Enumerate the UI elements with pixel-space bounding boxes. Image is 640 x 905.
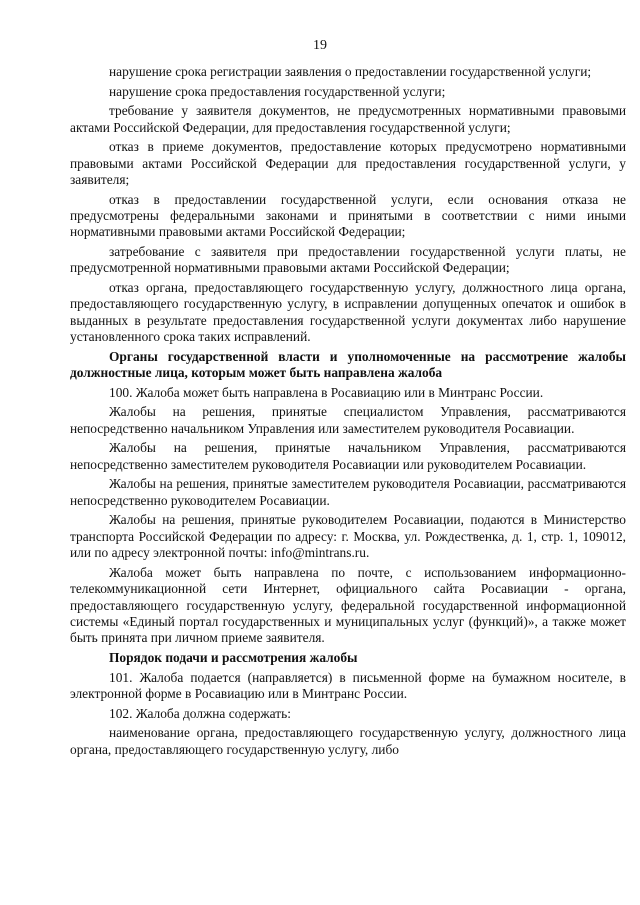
paragraph: нарушение срока регистрации заявления о предоставлении государственной услуги; (109, 64, 592, 79)
paragraph: Жалобы на решения, принятые специалистом Управления, рассматриваются непосредственно начальником Управления или заместителем руководителя Росавиации. (70, 404, 626, 436)
paragraph: нарушение срока предоставления государственной услуги; (109, 83, 446, 99)
paragraph: затребование с заявителя при предоставлении государственной услуги платы, не предусмотренной нормативными правовыми актами Российской Федерации; (70, 244, 626, 276)
document-body (70, 64, 626, 761)
paragraph: 101. Жалоба подается (направляется) в письменной форме на бумажном носителе, в электронной форме в Росавиацию или в Минтранс России. (70, 669, 626, 702)
paragraph: отказ органа, предоставляющего государственную услугу, должностного лица органа, предоставляющего государственную услугу, в исправлении допущенных опечаток и ошибок в выданных в результате предоставления государственной услуги документах либо нарушение установленного срока таких исправлений. (70, 280, 626, 345)
paragraph: Жалобы на решения, принятые заместителем руководителя Росавиации, рассматриваются непосредственно руководителем Росавиации. (70, 476, 626, 508)
paragraph: Жалобы на решения, принятые руководителем Росавиации, подаются в Министерство транспорта Российской Федерации по адресу: г. Москва, ул. Рождественка, д. 1, стр. 1, 109012, или по адресу электронной почты: info@mintrans.ru. (70, 512, 626, 561)
paragraph: отказ в приеме документов, предоставление которых предусмотрено нормативными правовыми актами Российской Федерации для предоставления государственной услуги, у заявителя; (70, 139, 626, 187)
section-heading: Органы государственной власти и уполномоченные на рассмотрение жалобы должностные лица, которым может быть направлена жалоба (70, 348, 626, 381)
section-heading: Порядок подачи и рассмотрения жалобы (109, 650, 358, 666)
paragraph: 100. Жалоба может быть направлена в Росавиацию или в Минтранс России. (109, 384, 544, 400)
paragraph: 102. Жалоба должна содержать: (109, 705, 291, 721)
paragraph: наименование органа, предоставляющего государственную услугу, должностного лица органа, предоставляющего государственную услугу, либо (70, 725, 626, 757)
paragraph: отказ в предоставлении государственной услуги, если основания отказа не предусмотрены федеральными законами и принятыми в соответствии с ними иными нормативными правовыми актами Российской Федерации; (70, 191, 626, 240)
paragraph: Жалоба может быть направлена по почте, с использованием информационно-телекоммуникационной сети Интернет, официального сайта Росавиации - органа, предоставляющего государственную услугу, федеральной государственной информационной системы «Единый портал государственных и муниципальных услуг (функций)», а также может быть принята при личном приеме заявителя. (70, 564, 626, 646)
paragraph: требование у заявителя документов, не предусмотренных нормативными правовыми актами Российской Федерации, для предоставления государственной услуги; (70, 103, 626, 135)
page-number: 19 (313, 38, 327, 53)
paragraph: Жалобы на решения, принятые начальником Управления, рассматриваются непосредственно заместителем руководителя Росавиации или руководителем Росавиации. (70, 440, 626, 472)
